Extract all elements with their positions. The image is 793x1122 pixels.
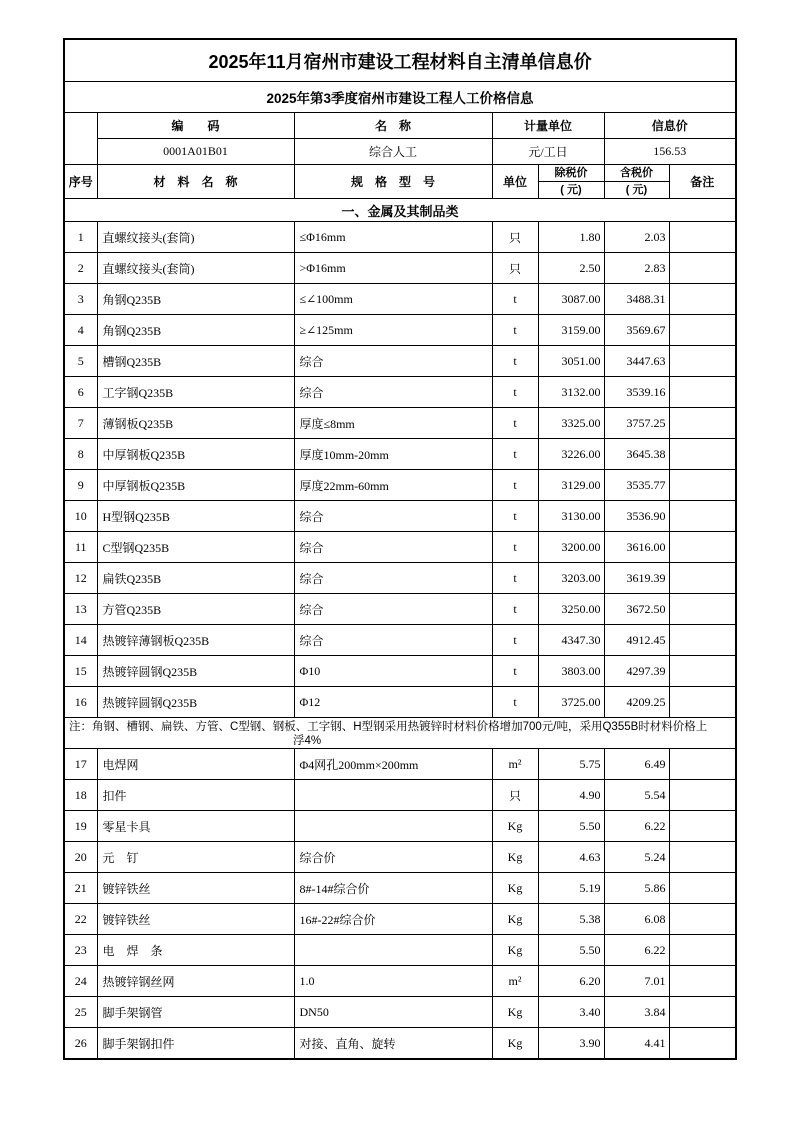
cell-no: 9 [64,470,97,501]
cell-remark [669,222,736,253]
cell-no: 1 [64,222,97,253]
cell-price-ex: 5.38 [538,904,604,935]
cell-no: 17 [64,749,97,780]
cell-price-inc: 7.01 [604,966,669,997]
cell-unit: t [492,625,538,656]
note-row [64,718,736,749]
cell-no: 24 [64,966,97,997]
cell-spec: 综合 [294,625,492,656]
cell-unit: t [492,594,538,625]
cell-price-ex: 3129.00 [538,470,604,501]
cell-remark [669,811,736,842]
cell-unit: t [492,315,538,346]
cell-remark [669,315,736,346]
cell-unit: Kg [492,811,538,842]
cell-remark [669,935,736,966]
labor-header-row [64,113,736,139]
table-row [64,625,736,656]
cell-price-ex: 4.63 [538,842,604,873]
cell-remark [669,532,736,563]
col-header-price-ex [538,165,604,199]
cell-price-inc: 4297.39 [604,656,669,687]
cell-spec: 综合 [294,532,492,563]
cell-unit: Kg [492,997,538,1028]
cell-material: 直螺纹接头(套筒) [97,222,294,253]
cell-no: 22 [64,904,97,935]
cell-spec: ≤∠100mm [294,284,492,315]
cell-spec: DN50 [294,997,492,1028]
cell-unit: t [492,346,538,377]
cell-price-ex: 3.40 [538,997,604,1028]
cell-price-inc: 3619.39 [604,563,669,594]
cell-price-ex: 3.90 [538,1028,604,1060]
cell-spec: 厚度≤8mm [294,408,492,439]
price-ex-unit-label: ( 元) [560,184,582,196]
cell-material: 薄钢板Q235B [97,408,294,439]
cell-material: 中厚钢板Q235B [97,470,294,501]
cell-unit: 只 [492,253,538,284]
cell-spec: ≤Φ16mm [294,222,492,253]
cell-unit: 只 [492,222,538,253]
table-row [64,749,736,780]
cell-spec: 8#-14#综合价 [294,873,492,904]
cell-price-inc: 4912.45 [604,625,669,656]
cell-material: H型钢Q235B [97,501,294,532]
cell-price-inc: 3535.77 [604,470,669,501]
cell-price-ex: 3226.00 [538,439,604,470]
cell-unit: m² [492,749,538,780]
cell-unit: 只 [492,780,538,811]
cell-material: C型钢Q235B [97,532,294,563]
cell-price-inc: 6.22 [604,811,669,842]
cell-price-ex: 4347.30 [538,625,604,656]
cell-remark [669,377,736,408]
cell-price-ex: 2.50 [538,253,604,284]
cell-no: 13 [64,594,97,625]
cell-unit: t [492,470,538,501]
table-row [64,222,736,253]
cell-no: 19 [64,811,97,842]
cell-price-ex: 4.90 [538,780,604,811]
cell-remark [669,346,736,377]
cell-price-inc: 3536.90 [604,501,669,532]
labor-price-header: 信息价 [604,113,736,139]
price-ex-label: 除税价 [539,165,604,182]
labor-code: 0001A01B01 [97,139,294,165]
cell-no: 21 [64,873,97,904]
cell-no: 6 [64,377,97,408]
col-header-price-inc [604,165,669,199]
cell-no: 20 [64,842,97,873]
cell-price-inc: 3447.63 [604,346,669,377]
cell-material: 直螺纹接头(套筒) [97,253,294,284]
subtitle-row [64,82,736,113]
cell-remark [669,439,736,470]
col-header-no: 序号 [64,165,97,199]
cell-spec: 16#-22#综合价 [294,904,492,935]
cell-price-ex: 3325.00 [538,408,604,439]
cell-material: 零星卡具 [97,811,294,842]
cell-material: 槽钢Q235B [97,346,294,377]
note-line-1: 注：角钢、槽钢、扁铁、方管、C型钢、钢板、工字钢、H型钢采用热镀锌时材料价格增加700元/吨，采用Q355B时材料价格上 [69,720,708,733]
cell-material: 扣件 [97,780,294,811]
labor-code-header: 编 码 [97,113,294,139]
col-header-material: 材 料 名 称 [97,165,294,199]
table-row [64,687,736,718]
cell-price-inc: 2.03 [604,222,669,253]
cell-remark [669,625,736,656]
cell-price-inc: 5.24 [604,842,669,873]
cell-price-inc: 3616.00 [604,532,669,563]
table-row [64,966,736,997]
table-row [64,594,736,625]
cell-material: 脚手架钢扣件 [97,1028,294,1060]
cell-remark [669,966,736,997]
col-header-remark: 备注 [669,165,736,199]
cell-material: 角钢Q235B [97,315,294,346]
cell-no: 12 [64,563,97,594]
cell-unit: t [492,439,538,470]
table-row [64,873,736,904]
cell-no: 7 [64,408,97,439]
cell-price-ex: 3803.00 [538,656,604,687]
note-cell [64,718,736,749]
cell-remark [669,749,736,780]
cell-material: 电焊网 [97,749,294,780]
table-row [64,811,736,842]
cell-no: 3 [64,284,97,315]
cell-price-ex: 3087.00 [538,284,604,315]
cell-price-ex: 5.50 [538,811,604,842]
cell-remark [669,594,736,625]
corner-cell [64,113,97,165]
cell-unit: t [492,408,538,439]
cell-no: 10 [64,501,97,532]
cell-remark [669,1028,736,1060]
price-table [63,38,737,1060]
section-header-row [64,199,736,222]
cell-material: 中厚钢板Q235B [97,439,294,470]
cell-unit: t [492,656,538,687]
table-row [64,253,736,284]
cell-spec: 综合价 [294,842,492,873]
cell-price-inc: 6.08 [604,904,669,935]
labor-unit-header: 计量单位 [492,113,604,139]
cell-price-inc: 5.54 [604,780,669,811]
cell-unit: t [492,284,538,315]
cell-unit: t [492,532,538,563]
section-header: 一、金属及其制品类 [64,199,736,222]
cell-material: 方管Q235B [97,594,294,625]
table-row [64,284,736,315]
cell-remark [669,408,736,439]
cell-price-inc: 6.22 [604,935,669,966]
cell-remark [669,997,736,1028]
col-header-spec: 规 格 型 号 [294,165,492,199]
cell-spec: 综合 [294,594,492,625]
cell-no: 11 [64,532,97,563]
cell-unit: t [492,377,538,408]
cell-spec: ≥∠125mm [294,315,492,346]
cell-spec: 综合 [294,563,492,594]
cell-price-ex: 5.75 [538,749,604,780]
cell-material: 元 钉 [97,842,294,873]
cell-spec: 1.0 [294,966,492,997]
cell-spec: Φ12 [294,687,492,718]
cell-material: 扁铁Q235B [97,563,294,594]
cell-spec: 对接、直角、旋转 [294,1028,492,1060]
cell-spec [294,935,492,966]
note-line-2: 浮4% [293,734,322,747]
cell-remark [669,470,736,501]
cell-remark [669,501,736,532]
cell-price-inc: 3672.50 [604,594,669,625]
cell-unit: t [492,501,538,532]
col-header-unit: 单位 [492,165,538,199]
cell-unit: Kg [492,935,538,966]
cell-price-ex: 3200.00 [538,532,604,563]
cell-remark [669,656,736,687]
cell-price-inc: 3757.25 [604,408,669,439]
cell-spec: Φ4网孔200mm×200mm [294,749,492,780]
cell-spec [294,811,492,842]
cell-material: 角钢Q235B [97,284,294,315]
cell-spec: 综合 [294,377,492,408]
cell-material: 热镀锌薄钢板Q235B [97,625,294,656]
cell-material: 热镀锌钢丝网 [97,966,294,997]
cell-price-ex: 3725.00 [538,687,604,718]
cell-unit: Kg [492,904,538,935]
table-row [64,532,736,563]
cell-spec: 厚度22mm-60mm [294,470,492,501]
table-row [64,408,736,439]
cell-no: 25 [64,997,97,1028]
cell-price-inc: 3488.31 [604,284,669,315]
table-row [64,439,736,470]
cell-price-inc: 3539.16 [604,377,669,408]
cell-price-ex: 3159.00 [538,315,604,346]
column-header-row [64,165,736,199]
labor-price: 156.53 [604,139,736,165]
table-row [64,997,736,1028]
cell-spec: 综合 [294,501,492,532]
cell-price-ex: 5.19 [538,873,604,904]
table-row [64,904,736,935]
labor-unit: 元/工日 [492,139,604,165]
table-row [64,1028,736,1060]
table-row [64,470,736,501]
cell-no: 18 [64,780,97,811]
cell-price-ex: 5.50 [538,935,604,966]
cell-price-inc: 3645.38 [604,439,669,470]
labor-name-header: 名 称 [294,113,492,139]
cell-no: 15 [64,656,97,687]
cell-price-inc: 5.86 [604,873,669,904]
cell-spec: >Φ16mm [294,253,492,284]
table-row [64,346,736,377]
labor-name: 综合人工 [294,139,492,165]
cell-spec [294,780,492,811]
table-row [64,563,736,594]
cell-price-inc: 4209.25 [604,687,669,718]
cell-unit: Kg [492,873,538,904]
cell-no: 26 [64,1028,97,1060]
cell-price-ex: 1.80 [538,222,604,253]
cell-material: 热镀锌圆钢Q235B [97,656,294,687]
cell-unit: t [492,687,538,718]
cell-remark [669,687,736,718]
cell-no: 16 [64,687,97,718]
cell-unit: m² [492,966,538,997]
cell-material: 工字钢Q235B [97,377,294,408]
document-page [63,38,737,1060]
cell-price-ex: 3132.00 [538,377,604,408]
table-row [64,501,736,532]
cell-price-ex: 3051.00 [538,346,604,377]
table-row [64,377,736,408]
cell-remark [669,253,736,284]
cell-remark [669,563,736,594]
cell-unit: Kg [492,1028,538,1060]
cell-no: 14 [64,625,97,656]
cell-no: 2 [64,253,97,284]
cell-no: 23 [64,935,97,966]
table-row [64,780,736,811]
title-row [64,39,736,82]
cell-spec: 综合 [294,346,492,377]
labor-value-row [64,139,736,165]
page-subtitle: 2025年第3季度宿州市建设工程人工价格信息 [64,82,736,113]
cell-no: 8 [64,439,97,470]
cell-material: 热镀锌圆钢Q235B [97,687,294,718]
cell-price-inc: 4.41 [604,1028,669,1060]
cell-price-ex: 3250.00 [538,594,604,625]
cell-unit: Kg [492,842,538,873]
cell-price-inc: 3569.67 [604,315,669,346]
cell-remark [669,873,736,904]
cell-price-inc: 6.49 [604,749,669,780]
cell-remark [669,780,736,811]
cell-no: 5 [64,346,97,377]
table-row [64,935,736,966]
cell-no: 4 [64,315,97,346]
cell-spec: Φ10 [294,656,492,687]
cell-spec: 厚度10mm-20mm [294,439,492,470]
cell-material: 镀锌铁丝 [97,873,294,904]
cell-material: 脚手架钢管 [97,997,294,1028]
price-inc-label: 含税价 [605,165,669,182]
cell-price-inc: 3.84 [604,997,669,1028]
cell-remark [669,284,736,315]
price-inc-unit-label: ( 元) [625,184,648,196]
cell-material: 电 焊 条 [97,935,294,966]
table-row [64,315,736,346]
cell-price-ex: 3203.00 [538,563,604,594]
cell-remark [669,842,736,873]
table-row [64,842,736,873]
cell-price-ex: 3130.00 [538,501,604,532]
cell-unit: t [492,563,538,594]
cell-remark [669,904,736,935]
cell-material: 镀锌铁丝 [97,904,294,935]
page-title: 2025年11月宿州市建设工程材料自主清单信息价 [64,39,736,82]
cell-price-ex: 6.20 [538,966,604,997]
table-row [64,656,736,687]
cell-price-inc: 2.83 [604,253,669,284]
